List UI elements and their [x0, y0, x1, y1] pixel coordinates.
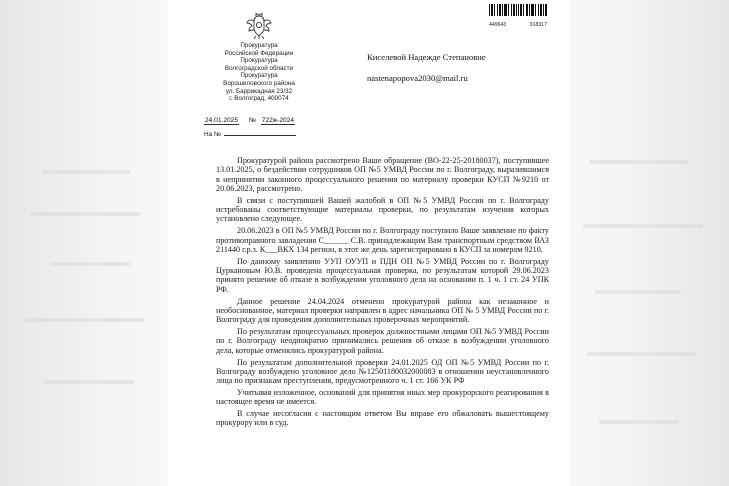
blurred-line	[44, 380, 134, 384]
background-left	[0, 0, 168, 486]
letterhead-line: г. Волгоград, 400074	[229, 95, 289, 103]
background-right	[569, 0, 729, 486]
blurred-line	[30, 212, 140, 216]
blurred-line	[42, 170, 130, 174]
addressee-email: nastenapopova2030@mail.ru	[367, 73, 468, 83]
blurred-line	[583, 224, 703, 228]
barcode-right-digits: 918317	[529, 22, 547, 28]
letterhead-line: ул. Баррикадная 23/32	[225, 87, 293, 95]
letterhead-line: Российской Федерации	[224, 49, 294, 57]
letterhead-line: Прокуратура	[240, 72, 278, 80]
letterhead-line: Прокуратура	[240, 57, 278, 65]
barcode-bars	[489, 4, 547, 16]
blurred-line	[50, 262, 130, 266]
paragraph: В случае несогласия с настоящим ответом Вы вправе его обжаловать вышестоящему прокурору или в суд.	[216, 409, 549, 428]
blurred-line	[599, 420, 679, 424]
addressee-name: Киселевой Надежде Степановне	[367, 52, 486, 62]
blurred-line	[587, 352, 697, 356]
registration-line	[204, 117, 295, 124]
reference-line	[204, 129, 296, 138]
paragraph: По результатам процессуальных проверок должностными лицами ОП №5 УМВД России по г. Волгограду неоднократно принимались решения об отказе в возбуждении уголовного дела, которые отменялись прокуратурой района.	[216, 327, 549, 355]
letterhead	[188, 12, 330, 103]
blurred-line	[595, 290, 681, 294]
reference-blank	[224, 129, 296, 136]
letterhead-line: Прокуратура	[240, 42, 278, 49]
paragraph: По результатам дополнительной проверки 24.01.2025 ОД ОП №5 УМВД России по г. Волгограду возбуждено уголовное дело №12501180032000083 в отношении неустановленного лица по признакам преступления, предусмотренного ч. 1 ст. 166 УК РФ	[216, 357, 549, 386]
letterhead-line: Волгоградской области	[224, 64, 294, 72]
blurred-line	[24, 318, 144, 322]
reference-label: На №	[204, 131, 221, 138]
document-number: 722ж-2024	[261, 117, 295, 124]
paragraph: Данное решение 24.04.2024 отменено прокуратурой района как незаконное и необоснованное, материал проверки направлен в адрес начальника ОП № 5 УМВД России по г. Волгограду для проведения дополнительных проверочных мероприятий.	[216, 296, 549, 325]
barcode-left-digits: 449643	[489, 22, 507, 28]
letter-body	[216, 156, 549, 430]
paragraph: 20.06.2023 в ОП №5 УМВД России по г. Волгограду поступило Ваше заявление по факту противоправного завладения С______ С.В. принадлежащим Вам транспортным средством ВАЗ 211440 г.р.з. К___ВКХ 134 регион, в этот же день зарегистрировано в КУСП за номером 9210.	[216, 226, 549, 254]
blurred-line	[589, 160, 689, 164]
paragraph: В связи с поступившей Вашей жалобой в ОП №5 УМВД России по г. Волгограду истребованы соответствующие материалы проверки, по результатам изучения которых установлено следующее.	[216, 195, 549, 224]
barcode	[489, 3, 547, 28]
document-page	[168, 0, 569, 486]
letterhead-line: Ворошиловского района	[223, 79, 295, 87]
coat-of-arms-emblem-icon	[246, 12, 272, 40]
paragraph: Прокуратурой района рассмотрено Ваше обращение (ВО-22-25-20180037), поступившее 13.01.2025, о бездействии сотрудников ОП №5 УМВД России по г. Волгограду, выразившимся в непринятии законного процессуального решения по материалу проверки КУСП №9210 от 20.06.2023, рассмотрено.	[216, 156, 549, 193]
paragraph: Учитывая изложенное, оснований для принятия иных мер прокурорского реагирования в настоящее время не имеется.	[216, 387, 549, 407]
paragraph: По данному заявлению УУП ОУУП и ПДН ОП №5 УМВД России по г. Волгограду Цуркановым Ю.В. проведена процессуальная проверка, по результатам которой 29.06.2023 принято решение об отказе в возбуждении уголовного дела на основании п. 1 ч. 1 ст. 24 УПК РФ.	[216, 256, 549, 294]
document-date: 24.01.2025	[205, 117, 239, 124]
number-label: №	[248, 117, 256, 124]
